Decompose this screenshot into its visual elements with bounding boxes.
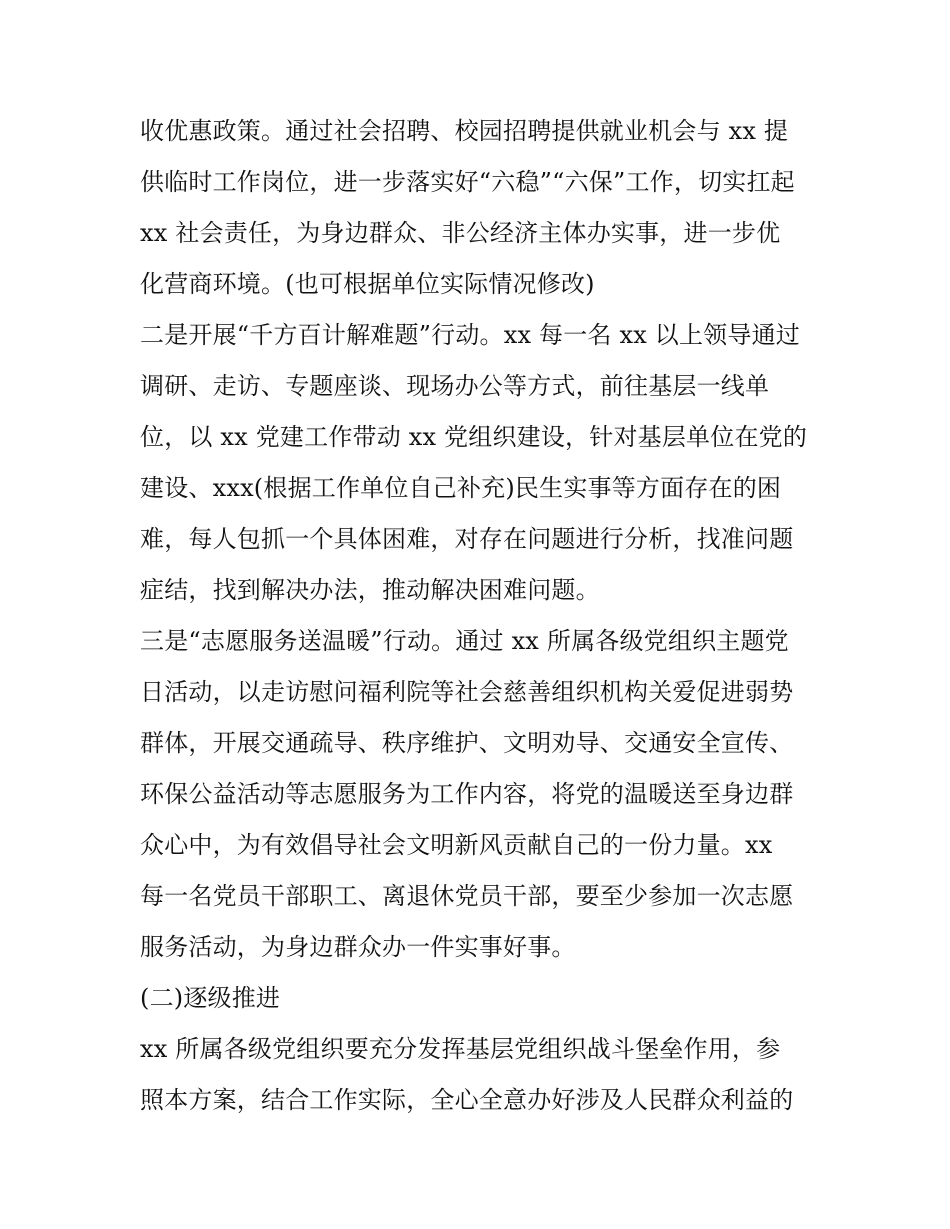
text-line: 供临时工作岗位，进一步落实好“六稳”“六保”工作，切实扛起 bbox=[140, 168, 795, 196]
text-line: 照本方案，结合工作实际，全心全意办好涉及人民群众利益的 bbox=[140, 1086, 794, 1114]
text-line: 群体，开展交通疏导、秩序维护、文明劝导、交通安全宣传、 bbox=[140, 729, 794, 757]
document-body bbox=[140, 106, 840, 1126]
text-line: 位，以 xx 党建工作带动 xx 党组织建设，针对基层单位在党的 bbox=[140, 423, 808, 451]
text-line: 收优惠政策。通过社会招聘、校园招聘提供就业机会与 xx 提 bbox=[140, 117, 789, 145]
text-line: 二是开展“千方百计解难题”行动。xx 每一名 xx 以上领导通过 bbox=[140, 321, 800, 349]
text-line: 环保公益活动等志愿服务为工作内容，将党的温暖送至身边群 bbox=[140, 780, 794, 808]
text-line: 服务活动，为身边群众办一件实事好事。 bbox=[140, 933, 576, 961]
text-line: xx 所属各级党组织要充分发挥基层党组织战斗堡垒作用，参 bbox=[140, 1035, 781, 1063]
text-line: 三是“志愿服务送温暖”行动。通过 xx 所属各级党组织主题党 bbox=[140, 627, 789, 655]
text-line: 化营商环境。(也可根据单位实际情况修改) bbox=[140, 270, 595, 298]
text-line: 日活动，以走访慰问福利院等社会慈善组织机构关爱促进弱势 bbox=[140, 678, 794, 706]
text-line: 建设、xxx(根据工作单位自己补充)民生实事等方面存在的困 bbox=[140, 474, 782, 502]
text-line: xx 社会责任，为身边群众、非公经济主体办实事，进一步优 bbox=[140, 219, 781, 247]
text-line: 每一名党员干部职工、离退休党员干部，要至少参加一次志愿 bbox=[140, 882, 794, 910]
section-heading: (二)逐级推进 bbox=[140, 984, 281, 1012]
text-line: 众心中，为有效倡导社会文明新风贡献自己的一份力量。xx bbox=[140, 831, 773, 859]
text-line: 调研、走访、专题座谈、现场办公等方式，前往基层一线单 bbox=[140, 372, 770, 400]
text-line: 症结，找到解决办法，推动解决困难问题。 bbox=[140, 576, 600, 604]
text-line: 难，每人包抓一个具体困难，对存在问题进行分析，找准问题 bbox=[140, 525, 794, 553]
